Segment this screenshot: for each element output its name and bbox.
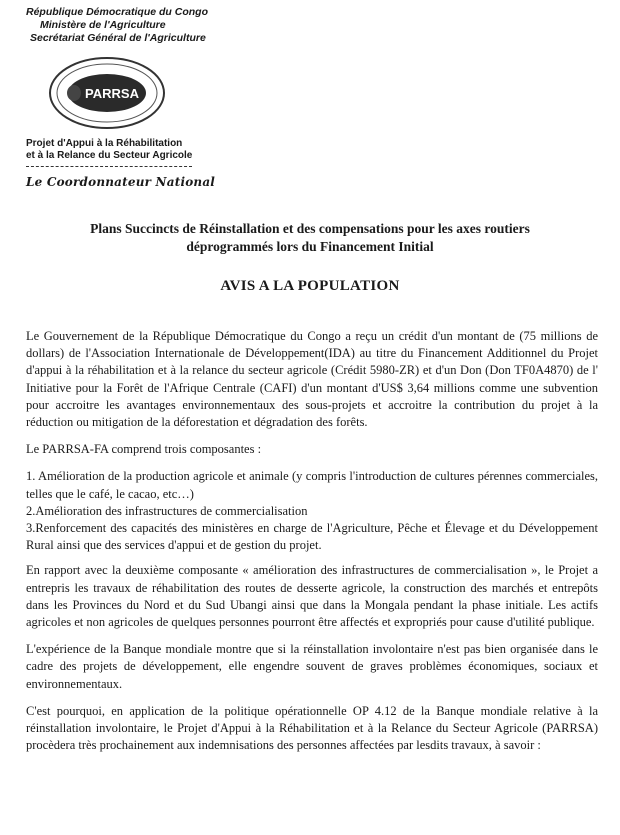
list-item: 1. Amélioration de la production agricole et animale (y compris l'introduction de cultures pérennes commerciales, telles que le café, le cacao, etc…) bbox=[26, 469, 598, 501]
parrsa-logo-seal bbox=[48, 56, 166, 130]
project-line-2: et à la Relance du Secteur Agricole bbox=[26, 150, 193, 161]
secretariat-name: Secrétariat Général de l'Agriculture bbox=[30, 32, 206, 44]
coordinator-title: Le Coordonnateur National bbox=[26, 175, 216, 189]
title-line-2: déprogrammés lors du Financement Initial bbox=[186, 239, 434, 254]
title-line-1: Plans Succincts de Réinstallation et des compensations pour les axes routiers bbox=[90, 221, 530, 236]
paragraph-compensation: C'est pourquoi, en application de la politique opérationnelle OP 4.12 de la Banque mondiale relative à la réinstallation involontaire, le Projet d'Appui à la Réhabilitation et à la Relance du Secteur Agricole (PARRSA) procèdera très prochainement aux indemnisations des personnes affectées par lesdits travaux, à savoir : bbox=[26, 703, 598, 753]
project-name bbox=[26, 138, 192, 162]
institution-header bbox=[26, 6, 208, 45]
paragraph-second-component: En rapport avec la deuxième composante « amélioration des infrastructures de commercialisation », le Projet a entrepris les travaux de réhabilitation des routes de desserte agricole, la construction des marchés et entrepôts dans les Provinces du Nord et du Sud Ubangi ainsi que dans la Mongala pendant la phase initiale. Les actifs agricoles et non agricoles de quelques personnes pourront être affectés et expropriés pour cause d'utilité publique. bbox=[26, 563, 598, 630]
project-line-1: Projet d'Appui à la Réhabilitation bbox=[26, 138, 183, 149]
header-divider bbox=[26, 166, 192, 167]
paragraph-funding: Le Gouvernement de la République Démocratique du Congo a reçu un crédit d'un montant de (75 millions de dollars) de l'Association Internationale de Développement(IDA) au titre du Financement Additionnel du Projet d'appui à la réhabilitation et à la relance du secteur agricole (Crédit 5980-ZR) et d'un Don (Don TF0A4870) de l' Initiative pour la Forêt de l'Afrique Centrale (CAFI) d'un montant d'US$ 3,64 millions comme une subvention pour accroitre les avantages environnementaux des sous-projets et accroitre la contribution du projet à la réduction ou mitigation de la déforestation et dégradation des forêts. bbox=[26, 329, 598, 430]
ministry-name: Ministère de l'Agriculture bbox=[40, 19, 166, 31]
paragraph-world-bank-experience: L'expérience de la Banque mondiale montre que si la réinstallation involontaire n'est pas bien organisée dans le cadre des projets de développement, elle engendre souvent de graves problèmes économiques, sociaux et environnementaux. bbox=[26, 642, 598, 691]
logo-text: PARRSA bbox=[85, 86, 139, 101]
components-list bbox=[26, 468, 598, 554]
list-item: 3.Renforcement des capacités des ministères en charge de l'Agriculture, Pêche et Élevage et du Développement Rural ainsi que des services d'appui et de gestion du projet. bbox=[26, 521, 598, 553]
notice-heading: AVIS A LA POPULATION bbox=[220, 278, 400, 294]
document-title bbox=[40, 220, 580, 256]
republic-name: République Démocratique du Congo bbox=[26, 6, 209, 18]
list-item: 2.Amélioration des infrastructures de commercialisation bbox=[26, 503, 308, 518]
document-body bbox=[26, 328, 598, 764]
paragraph-components-intro: Le PARRSA-FA comprend trois composantes : bbox=[26, 442, 262, 457]
